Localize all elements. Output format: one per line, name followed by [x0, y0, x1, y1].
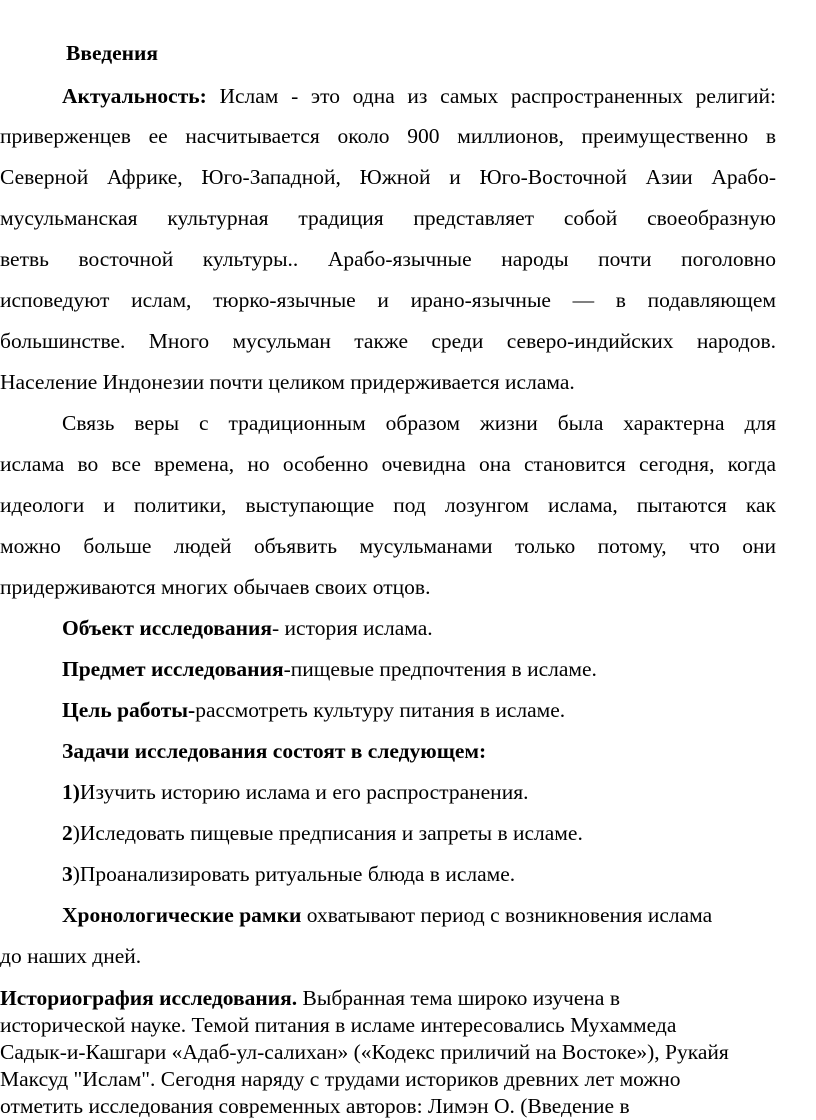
historiography-line-2: исторической науке. Темой питания в исламе интересовались Мухаммеда: [0, 1013, 677, 1037]
relevance-line-1: Актуальность: Ислам - это одна из самых распространенных религий:: [62, 84, 776, 108]
historiography-line-1: Историография исследования. Выбранная тема широко изучена в: [0, 986, 620, 1010]
historiography-line-4: Максуд "Ислам". Сегодня наряду с трудами историков древних лет можно: [0, 1067, 681, 1091]
research-goal: Цель работы-рассмотреть культуру питания в исламе.: [62, 698, 566, 722]
task-item-2: 2)Иследовать пищевые предписания и запреты в исламе.: [62, 821, 583, 845]
object-label: Объект исследования: [62, 616, 272, 640]
relevance-line-3: Северной Африке, Юго-Западной, Южной и Юго-Восточной Азии Арабо-: [0, 165, 776, 189]
task-item-3: 3)Проанализировать ритуальные блюда в исламе.: [62, 862, 516, 886]
historiography-line-3: Садык-и-Кашгари «Адаб-ул-салихан» («Кодекс приличий на Востоке»), Рукайя: [0, 1040, 729, 1064]
research-object: Объект исследования- история ислама.: [62, 616, 433, 640]
faith-line-3: идеологи и политики, выступающие под лозунгом ислама, пытаются как: [0, 493, 776, 517]
chronology-label: Хронологические рамки: [62, 903, 302, 927]
faith-line-1: Связь веры с традиционным образом жизни была характерна для: [62, 411, 776, 435]
relevance-line-6: исповедуют ислам, тюрко-язычные и ирано-язычные — в подавляющем: [0, 288, 776, 312]
research-subject: Предмет исследования-пищевые предпочтения в исламе.: [62, 657, 597, 681]
relevance-line-2: приверженцев ее насчитывается около 900 миллионов, преимущественно в: [0, 124, 776, 148]
chronology-line-1: Хронологические рамки охватывают период с возникновения ислама: [62, 903, 713, 927]
chronology-line-2: до наших дней.: [0, 944, 142, 968]
relevance-label: Актуальность:: [62, 84, 207, 108]
faith-line-4: можно больше людей объявить мусульманами только потому, что они: [0, 534, 776, 558]
goal-label: Цель работы-: [62, 698, 196, 722]
subject-label: Предмет исследования: [62, 657, 284, 681]
historiography-line-5: отметить исследования современных авторов: Лимэн О. (Введение в: [0, 1094, 630, 1118]
faith-line-2: ислама во все времена, но особенно очевидна она становится сегодня, когда: [0, 452, 776, 476]
relevance-line-4: мусульманская культурная традиция представляет собой своеобразную: [0, 206, 776, 230]
task-item-1: 1)Изучить историю ислама и его распространения.: [62, 780, 529, 804]
relevance-line-5: ветвь восточной культуры.. Арабо-язычные народы почти поголовно: [0, 247, 776, 271]
title-text: Введения: [66, 41, 159, 65]
relevance-line-7: большинстве. Много мусульман также среди северо-индийских народов.: [0, 329, 776, 353]
faith-line-5: придерживаются многих обычаев своих отцов.: [0, 575, 431, 599]
tasks-heading: Задачи исследования состоят в следующем:: [62, 739, 487, 763]
document-title: [66, 40, 816, 66]
relevance-line-8: Население Индонезии почти целиком придерживается ислама.: [0, 370, 575, 394]
historiography-label: Историография исследования.: [0, 986, 298, 1010]
